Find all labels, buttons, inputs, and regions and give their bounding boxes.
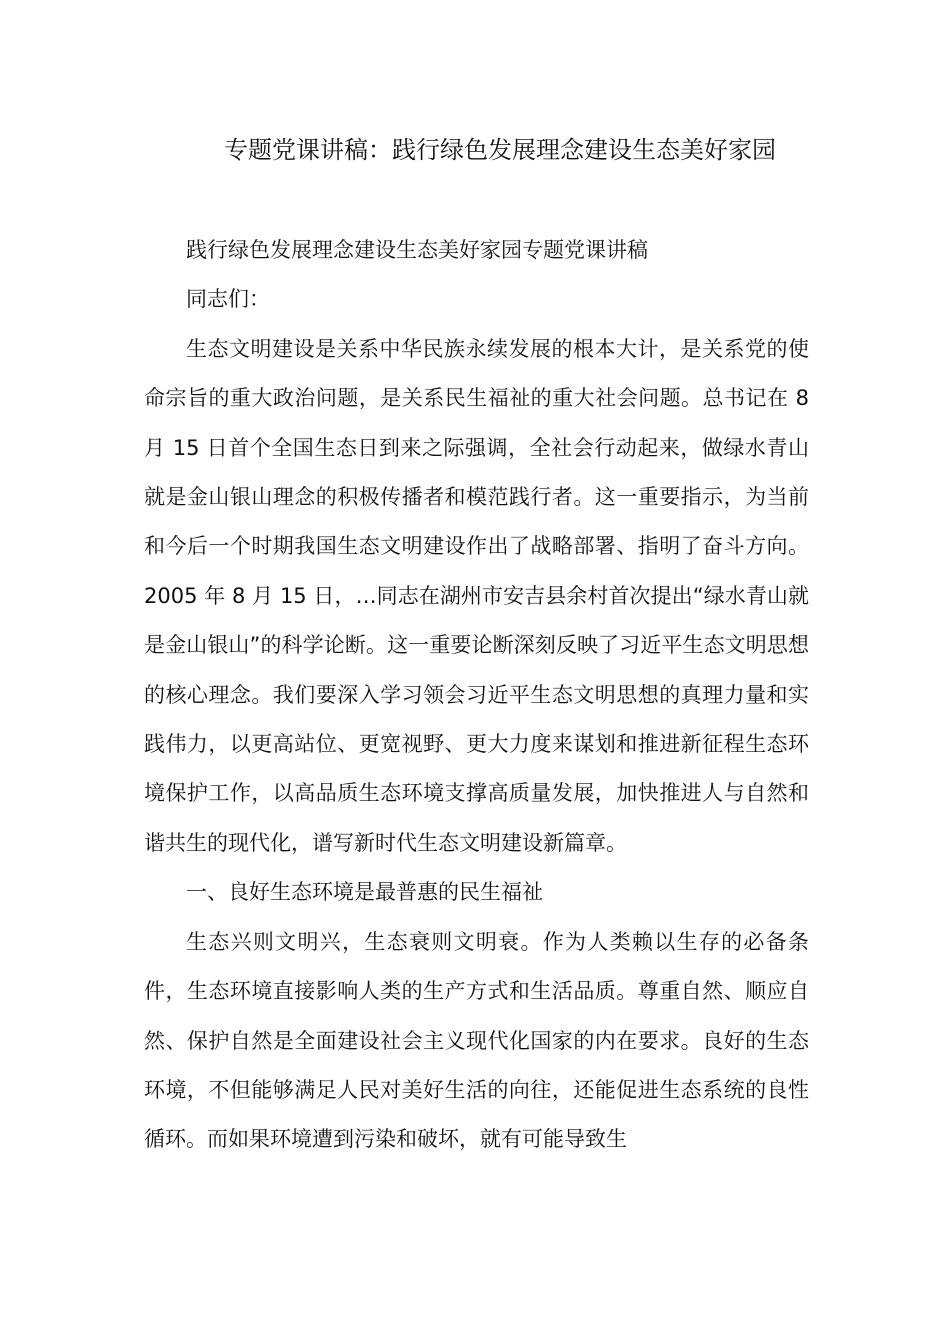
paragraph-section-1: 生态兴则文明兴，生态衰则文明衰。作为人类赖以生存的必备条件，生态环境直接影响人类的生产方式和生活品质。尊重自然、顺应自然、保护自然是全面建设社会主义现代化国家的内在要求。良好的生态环境，不但能够满足人民对美好生活的向往，还能促进生态系统的良性循环。而如果环境遭到污染和破坏，就有可能导致生 — [144, 929, 809, 1152]
document-title: 专题党课讲稿：践行绿色发展理念建设生态美好家园 — [224, 136, 776, 164]
document-body — [144, 226, 809, 1165]
paragraph-intro: 生态文明建设是关系中华民族永续发展的根本大计，是关系党的使命宗旨的重大政治问题，是关系民生福祉的重大社会问题。总书记在 8 月 15 日首个全国生态日到来之际强调，全社会行动起来，做绿水青山就是金山银山理念的积极传播者和模范践行者。这一重要指示，为当前和今后一个时期我国生态文明建设作出了战略部署、指明了奋斗方向。2005 年 8 月 15 日，…同志在湖州市安吉县余村首次提出“绿水青山就是金山银山”的科学论断。这一重要论断深刻反映了习近平生态文明思想的核心理念。我们要深入学习领会习近平生态文明思想的真理力量和实践伟力，以更高站位、更宽视野、更大力度来谋划和推进新征程生态环境保护工作，以高品质生态环境支撑高质量发展，加快推进人与自然和谐共生的现代化，谱写新时代生态文明建设新篇章。 — [144, 336, 809, 855]
paragraph-subtitle: 践行绿色发展理念建设生态美好家园专题党课讲稿 — [186, 238, 648, 262]
section-heading-1: 一、良好生态环境是最普惠的民生福祉 — [186, 880, 543, 905]
paragraph-salutation: 同志们： — [186, 287, 270, 312]
